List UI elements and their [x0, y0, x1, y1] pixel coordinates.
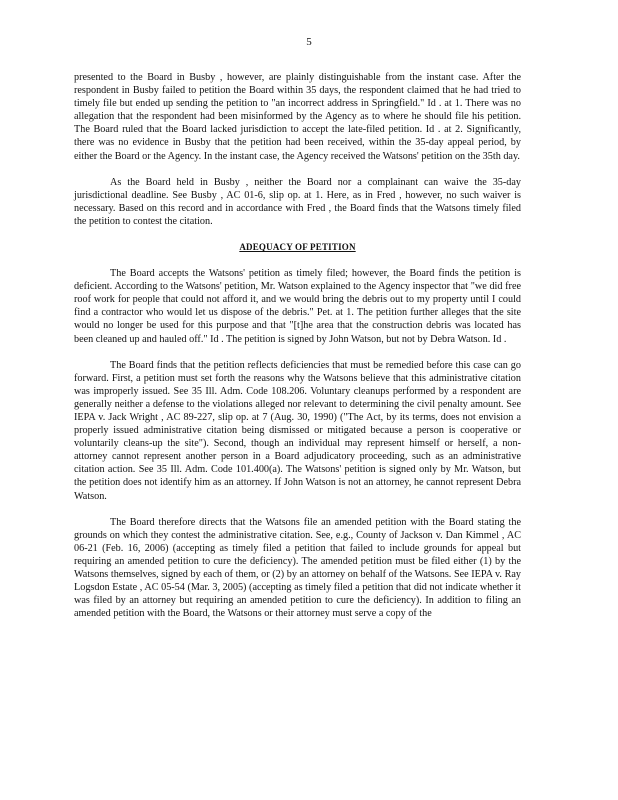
page-number: 5: [306, 36, 312, 48]
paragraph-petition-deficiencies: The Board finds that the petition reflects deficiencies that must be remedied before this case can go forward. First, a petition must set forth the reasons why the Watsons believe that this administrative citation was improperly issued. See 35 Ill. Adm. Code 108.206. Voluntary cleanups performed by a respondent are generally neither a defense to the violations alleged nor relevant to determining the civil penalty amount. See IEPA v. Jack Wright , AC 89-227, slip op. at 7 (Aug. 30, 1990) ("The Act, by its terms, does not envision a properly issued administrative citation being dismissed or mitigated because a person is cooperative or voluntarily cleans-up the site"). Second, though an individual may represent himself or herself, a non-attorney cannot represent another person in a Board adjudicatory proceeding, such as an administrative citation action. See 35 Ill. Adm. Code 101.400(a). The Watsons' petition is signed only by Mr. Watson, but the petition does not identify him as an attorney. If John Watson is not an attorney, he cannot represent Debra Watson.: [74, 359, 521, 502]
document-body: [74, 71, 521, 620]
paragraph-busby-distinguished: presented to the Board in Busby , however, are plainly distinguishable from the instant case. After the respondent in Busby failed to petition the Board within 35 days, the respondent claimed that he had tried to timely file but ended up sending the petition to "an incorrect address in Springfield." Id . at 1. There was no allegation that the respondent had been misinformed by the Agency as to where he should file his petition. The Board ruled that the Board lacked jurisdiction to accept the late-filed petition. Id . at 2. Significantly, there was no evidence in Busby that the petition had been received, within the 35-day appeal period, by either the Board or the Agency. In the instant case, the Agency received the Watsons' petition on the 35th day.: [74, 72, 521, 162]
paragraph-petition-accepted: The Board accepts the Watsons' petition as timely filed; however, the Board finds the petition is deficient. According to the Watsons' petition, Mr. Watson explained to the Agency inspector that "we did free roof work for people that could not afford it, and we would bring the debris out to my property until I could find a contractor who would let us dispose of the debris." Pet. at 1. The petition further alleges that the site would no longer be used for this purpose and that "[t]he area that the construction debris was located has been cleaned up and hauled off." Id . The petition is signed by John Watson, but not by Debra Watson. Id .: [74, 268, 521, 345]
section-heading: ADEQUACY OF PETITION: [239, 242, 356, 253]
paragraph-jurisdictional-deadline: As the Board held in Busby , neither the Board nor a complainant can waive the 35-day jurisdictional deadline. See Busby , AC 01-6, slip op. at 1. Here, as in Fred , however, no such waiver is necessary. Based on this record and in accordance with Fred , the Board finds that the Watsons timely filed the petition to contest the citation.: [74, 176, 521, 227]
paragraph-amended-petition: The Board therefore directs that the Watsons file an amended petition with the Board stating the grounds on which they contest the administrative citation. See, e.g., County of Jackson v. Dan Kimmel , AC 06-21 (Feb. 16, 2006) (accepting as timely filed a petition that failed to include grounds for appeal but requiring an amended petition to cure the deficiency). The amended petition must be filed either (1) by the Watsons themselves, signed by each of them, or (2) by an attorney on behalf of the Watsons. See IEPA v. Ray Logsdon Estate , AC 05-54 (Mar. 3, 2005) (accepting as timely filed a petition that did not indicate whether it was filed by an attorney but requiring an amended petition to cure the deficiency). In addition to filing an amended petition with the Board, the Watsons or their attorney must serve a copy of the: [74, 516, 521, 620]
